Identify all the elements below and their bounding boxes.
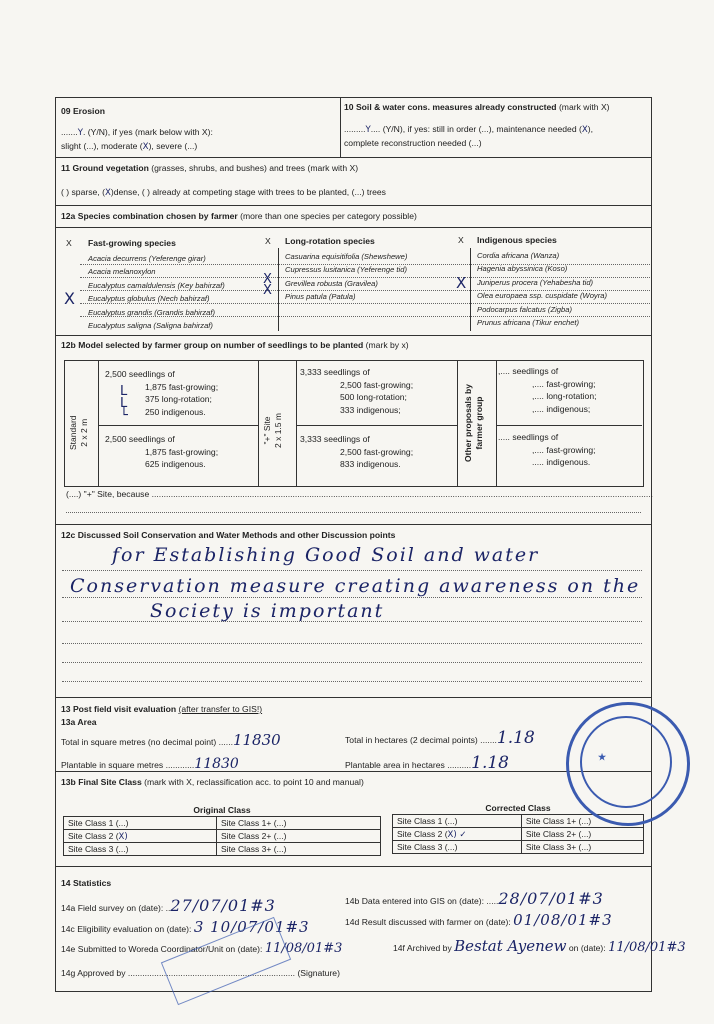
submitted-date: 14e Submitted to Woreda Coordinator/Unit on (date): 11/08/01#3 bbox=[61, 941, 343, 956]
plus-option-b: 3,333 seedlings of 2,500 fast-growing; 833 indigenous. bbox=[300, 434, 414, 469]
indigenous-header: Indigenous species bbox=[477, 235, 557, 245]
original-class-table: Original Class Site Class 1 (...) Site Class 1+ (...) Site Class 2 (X) Site Class 2+ (...) Site Class 3 (...) Site Class 3+ (...) bbox=[63, 804, 381, 856]
eligibility-date: 14c Eligibility evaluation on (date): 3 10/07/01#3 bbox=[61, 918, 310, 936]
species-title: 12a Species combination chosen by farmer (more than one species per category possible) bbox=[61, 211, 417, 221]
total-ha-label: Total in hectares (2 decimal points) .......1.18 bbox=[345, 728, 535, 748]
long-species-list: Casuarina equisitifolia (Shewshewe) Cupressus lusitanica (Yeferenge tid) Grevillea robusta (Gravilea) Pinus patula (Patula) bbox=[285, 252, 408, 302]
std-checkmarks: L L └ bbox=[120, 384, 128, 423]
handwritten-line-2: Conservation measure creating awareness on the bbox=[70, 575, 641, 597]
fast-x-header: X bbox=[66, 238, 72, 248]
ind-mark: X bbox=[456, 274, 467, 292]
erosion-title: 09 Erosion bbox=[61, 106, 105, 116]
fast-growing-header: Fast-growing species bbox=[88, 238, 176, 248]
statistics-title: 14 Statistics bbox=[61, 878, 112, 888]
other-option-a: ,.... seedlings of ,.... fast-growing; ,.... long-rotation; ,.... indigenous; bbox=[498, 366, 597, 414]
ind-species-list: Cordia africana (Wanza) Hagenia abyssinica (Koso) Juniperus procera (Yehabesha tid) Olea europaea ssp. cuspidate (Woyra) Podocarpus falcatus (Zigba) Prunus africana (Tikur enchet) bbox=[477, 251, 608, 328]
plant-sqm-label: Plantable in square metres ............11830 bbox=[61, 756, 239, 772]
handwritten-line-1: for Establishing Good Soil and water bbox=[112, 544, 540, 566]
plus-site-label: "+" Site 2 x 1.5 m bbox=[262, 413, 283, 448]
total-sqm-label: Total in square metres (no decimal point) ......11830 bbox=[61, 731, 281, 749]
swc-line2: complete reconstruction needed (...) bbox=[344, 138, 482, 148]
final-class-title: 13b Final Site Class (mark with X, reclassification acc. to point 10 and manual) bbox=[61, 777, 364, 787]
official-stamp-inner bbox=[580, 716, 672, 808]
because-line: (....) "+" Site, because .................................................................................................................................................................................................................. bbox=[66, 489, 654, 499]
discussion-title: 12c Discussed Soil Conservation and Water Methods and other Discussion points bbox=[61, 530, 396, 540]
post-visit-title: 13 Post field visit evaluation (after transfer to GIS!) bbox=[61, 704, 263, 714]
erosion-line1: .......Y. (Y/N), if yes (mark below with X): bbox=[61, 127, 213, 138]
fast-mark: X bbox=[64, 289, 75, 308]
erosion-mark: Y bbox=[77, 128, 83, 138]
vegetation-line: ( ) sparse, (X)dense, ( ) already at competing stage with trees to be planted, (...) trees bbox=[61, 187, 386, 198]
area-title: 13a Area bbox=[61, 717, 97, 727]
erosion-line2: slight (...), moderate (X), severe (...) bbox=[61, 141, 198, 152]
archived-by: 14f Archived by Bestat Ayenew on (date): 11/08/01#3 bbox=[393, 937, 686, 955]
plus-option-a: 3,333 seedlings of 2,500 fast-growing; 500 long-rotation; 333 indigenous; bbox=[300, 367, 414, 415]
model-title: 12b Model selected by farmer group on number of seedlings to be planted (mark by x) bbox=[61, 340, 409, 350]
fast-species-list: Acacia decurrens (Yeferenge girar) Acacia melanoxylon Eucalyptus camaldulensis (Key bahirzaf) Eucalyptus globulus (Nech bahirzaf) Eucalyptus grandis (Grandis bahirzaf) Eucalyptus saligna (Saligna bahirzaf) bbox=[88, 254, 225, 331]
std-option-b: 2,500 seedlings of 1,875 fast-growing; 625 indigenous. bbox=[105, 434, 219, 469]
corrected-class-table: Corrected Class Site Class 1 (...) Site Class 1+ (...) Site Class 2 (X) ✓ Site Class 2+ (...) Site Class 3 (...) Site Class 3+ (...) bbox=[392, 802, 644, 854]
stamp-mark: ★ bbox=[598, 752, 607, 762]
standard-label: Standard 2 x 2 m bbox=[68, 415, 89, 450]
gis-entry-date: 14b Data entered into GIS on (date): .....28/07/01#3 bbox=[345, 889, 604, 908]
swc-title: 10 Soil & water cons. measures already constructed (mark with X) bbox=[344, 102, 610, 112]
long-x-header: X bbox=[265, 236, 271, 246]
result-discussed-date: 14d Result discussed with farmer on (date): 01/08/01#3 bbox=[345, 911, 613, 929]
other-proposals-label: Other proposals by farmer group bbox=[463, 384, 484, 462]
vegetation-title: 11 Ground vegetation (grasses, shrubs, and bushes) and trees (mark with X) bbox=[61, 163, 359, 173]
long-mark-1: X bbox=[263, 272, 272, 287]
approved-by: 14g Approved by ...................................................................... (Signature) bbox=[61, 968, 340, 978]
field-survey-date: 14a Field survey on (date): ..27/07/01#3 bbox=[61, 896, 276, 915]
long-mark-2: X bbox=[263, 283, 272, 298]
handwritten-line-3: Society is important bbox=[150, 600, 385, 622]
long-rotation-header: Long-rotation species bbox=[285, 236, 375, 246]
swc-line1: .........Y.... (Y/N), if yes: still in order (...), maintenance needed (X), bbox=[344, 124, 594, 135]
std-option-a: 2,500 seedlings of 1,875 fast-growing; 375 long-rotation; 250 indigenous. bbox=[105, 369, 219, 417]
other-option-b: ..... seedlings of ,.... fast-growing; ..... indigenous. bbox=[498, 432, 596, 467]
ind-x-header: X bbox=[458, 235, 464, 245]
plant-ha-label: Plantable area in hectares ..........1.18 bbox=[345, 753, 509, 773]
